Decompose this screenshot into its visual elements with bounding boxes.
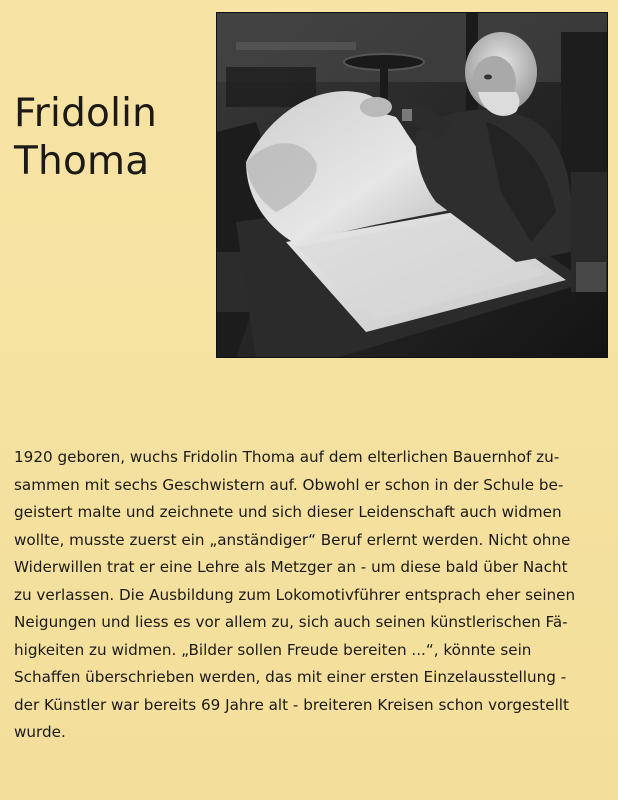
biography-line: geistert malte und zeichnete und sich dieser Leidenschaft auch widmen [14, 503, 562, 521]
biography-line: higkeiten zu widmen. „Bilder sollen Freude bereiten ...“, könnte sein [14, 640, 532, 659]
title-line-last-name: Thoma [14, 139, 150, 184]
biography-line: wurde. [14, 723, 66, 741]
title-line-first-name: Fridolin [14, 91, 158, 136]
biography-line: Neigungen und liess es vor allem zu, sich auch seinen künstlerischen Fä- [14, 613, 568, 631]
biography-line: Schaffen überschrieben werden, das mit einer ersten Einzelausstellung - [14, 668, 567, 686]
biography-line: sammen mit sechs Geschwistern auf. Obwohl er schon in der Schule be- [14, 475, 564, 494]
biography-line: wollte, musste zuerst ein „anständiger“ Beruf erlernt werden. Nicht ohne [14, 530, 571, 549]
biography-text [14, 444, 610, 747]
biography-line: 1920 geboren, wuchs Fridolin Thoma auf dem elterlichen Bauernhof zu- [14, 448, 560, 466]
biography-line: zu verlassen. Die Ausbildung zum Lokomotivführer entsprach eher seinen [14, 585, 576, 604]
biography-line: Widerwillen trat er eine Lehre als Metzger an - um diese bald über Nacht [14, 558, 568, 576]
artist-photo [216, 12, 608, 358]
page-title [14, 90, 157, 186]
biography-line: der Künstler war bereits 69 Jahre alt - breiteren Kreisen schon vorgestellt [14, 695, 569, 714]
